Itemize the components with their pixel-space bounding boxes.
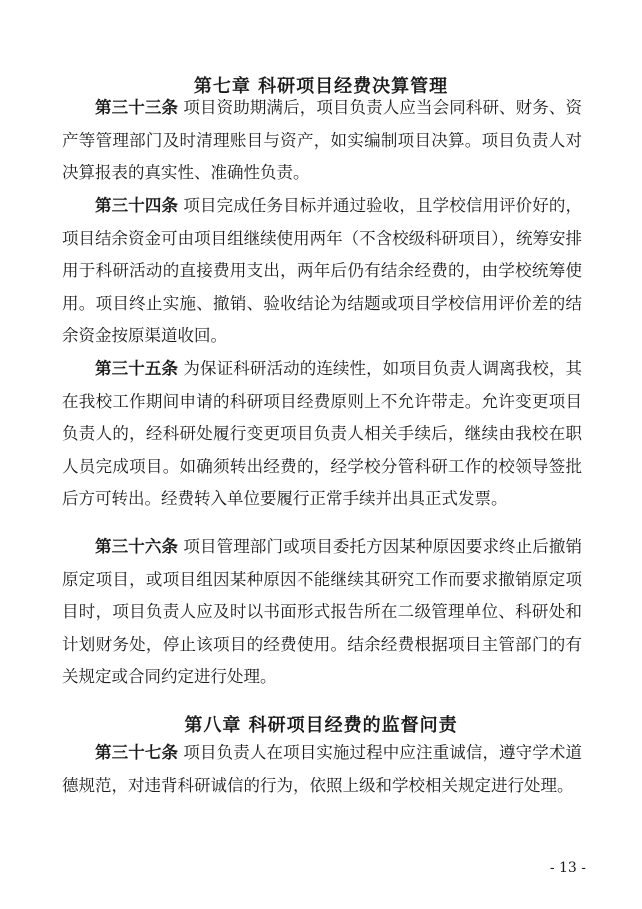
article-36-label: 第三十六条 (95, 537, 179, 556)
article-33-text: 项目资助期满后，项目负责人应当会同科研、财务、资产等管理部门及时清理账目与资产，如实编制项目决算。项目负责人对决算报表的真实性、准确性负责。 (62, 98, 582, 183)
article-37-text: 项目负责人在项目实施过程中应注重诚信，遵守学术道德规范，对违背科研诚信的行为，依照上级和学校相关规定进行处理。 (62, 743, 582, 795)
article-35 (62, 353, 582, 516)
chapter-7-title: 第七章 科研项目经费决算管理 (193, 76, 449, 97)
page-number: - 13 - (549, 860, 586, 876)
article-34 (62, 190, 582, 353)
article-37-label: 第三十七条 (95, 743, 179, 762)
article-37 (62, 737, 582, 802)
article-34-label: 第三十四条 (95, 196, 179, 215)
chapter-8-title: 第八章 科研项目经费的监督问责 (184, 715, 458, 736)
article-35-text: 为保证科研活动的连续性，如项目负责人调离我校，其在我校工作期间申请的科研项目经费原则上不允许带走。允许变更项目负责人的，经科研处履行变更项目负责人相关手续后，继续由我校在职人员完成项目。如确须转出经费的，经学校分管科研工作的校领导签批后方可转出。经费转入单位要履行正常手续并出具正式发票。 (62, 359, 582, 509)
article-33 (62, 92, 582, 190)
article-33-label: 第三十三条 (95, 98, 179, 117)
article-34-text: 项目完成任务目标并通过验收，且学校信用评价好的，项目结余资金可由项目组继续使用两年（不含校级科研项目），统筹安排用于科研活动的直接费用支出，两年后仍有结余经费的，由学校统筹使用。项目终止实施、撤销、验收结论为结题或项目学校信用评价差的结余资金按原渠道收回。 (62, 196, 582, 346)
article-36-text: 项目管理部门或项目委托方因某种原因要求终止后撤销原定项目，或项目组因某种原因不能继续其研究工作而要求撤销原定项目时，项目负责人应及时以书面形式报告所在二级管理单位、科研处和计划财务处，停止该项目的经费使用。结余经费根据项目主管部门的有关规定或合同约定进行处理。 (62, 537, 582, 687)
article-35-label: 第三十五条 (95, 359, 179, 378)
article-36 (62, 531, 582, 694)
